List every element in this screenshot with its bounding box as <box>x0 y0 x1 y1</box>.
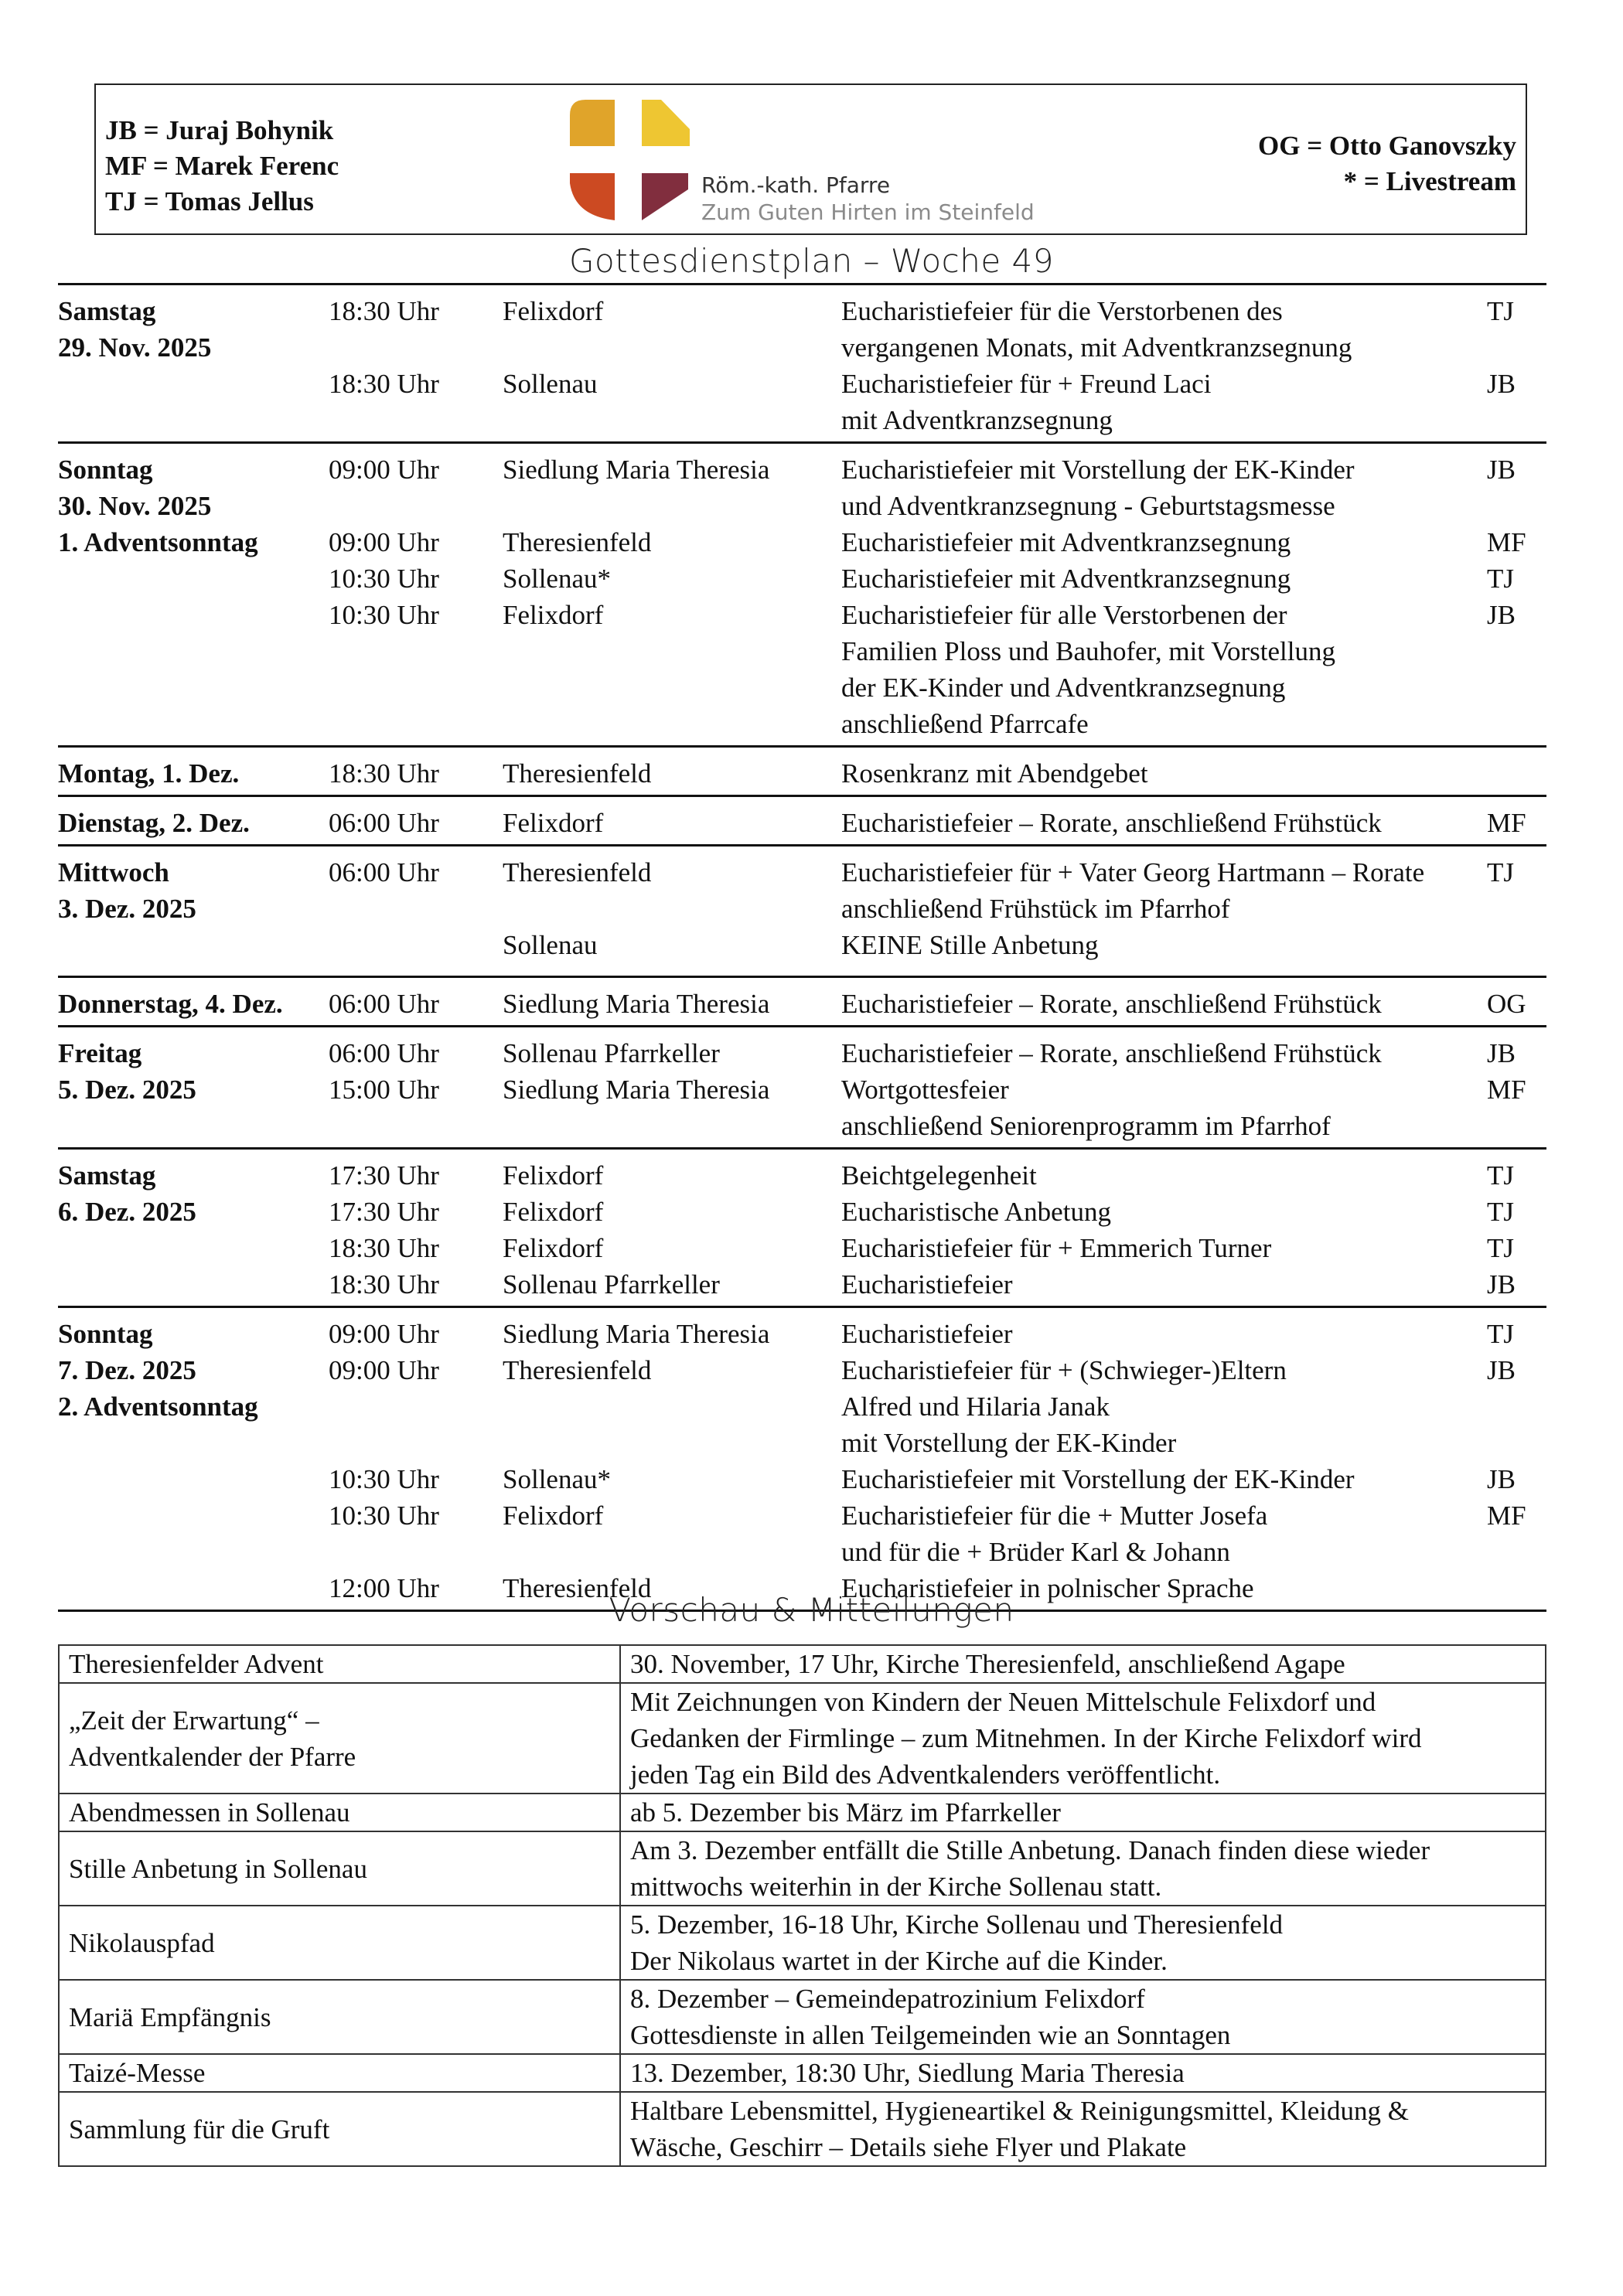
day-label-line: Freitag <box>58 1038 142 1068</box>
preview-text <box>620 1831 1546 1906</box>
day-label-line: Donnerstag, 4. Dez. <box>58 989 283 1019</box>
service-description <box>841 1194 1487 1230</box>
service-description <box>841 986 1487 1022</box>
preview-label <box>59 1683 620 1794</box>
service-entry <box>58 1035 1546 1071</box>
service-description <box>841 854 1487 927</box>
description-line: Eucharistiefeier <box>841 1269 1013 1300</box>
day-label <box>58 854 196 927</box>
preview-text-line: Der Nikolaus wartet in der Kirche auf die Kinder. <box>630 1946 1168 1976</box>
preview-table <box>58 1644 1546 2167</box>
service-entry <box>58 1497 1546 1570</box>
preview-label-line: Theresienfelder Advent <box>69 1649 324 1679</box>
logo-quadrant-top-right <box>642 100 690 146</box>
day-label-line: 6. Dez. 2025 <box>58 1197 196 1227</box>
preview-label <box>59 1645 620 1683</box>
service-priest: JB <box>1487 600 1516 630</box>
service-time: 17:30 Uhr <box>329 1160 439 1191</box>
service-location: Felixdorf <box>503 600 604 630</box>
day-block <box>58 441 1546 745</box>
day-label <box>58 755 239 792</box>
service-entry <box>58 560 1546 597</box>
day-label-line: 1. Adventsonntag <box>58 527 258 557</box>
service-entry <box>58 1071 1546 1144</box>
service-priest: JB <box>1487 455 1516 485</box>
service-priest: MF <box>1487 1501 1526 1531</box>
service-entry <box>58 524 1546 560</box>
service-time <box>329 927 503 963</box>
preview-text <box>620 1980 1546 2054</box>
service-location: Sollenau* <box>503 564 611 594</box>
service-time: 18:30 Uhr <box>329 369 439 399</box>
preview-row <box>59 2054 1546 2092</box>
preview-title: Vorschau & Mitteilungen <box>609 1591 1014 1629</box>
preview-text-line: ab 5. Dezember bis März im Pfarrkeller <box>630 1797 1061 1828</box>
service-priest: MF <box>1487 808 1526 838</box>
service-time: 09:00 Uhr <box>329 455 439 485</box>
service-entry <box>58 1352 1546 1461</box>
service-description <box>841 1461 1487 1497</box>
service-entry <box>58 805 1546 841</box>
service-description <box>841 1497 1487 1570</box>
service-time: 18:30 Uhr <box>329 758 439 789</box>
preview-row <box>59 1980 1546 2054</box>
description-line: Eucharistiefeier für + Freund Laci <box>841 369 1212 399</box>
service-location: Theresienfeld <box>503 1355 652 1385</box>
description-line: vergangenen Monats, mit Adventkranzsegnung <box>841 332 1352 363</box>
description-line: Familien Ploss und Bauhofer, mit Vorstellung <box>841 636 1335 666</box>
preview-label <box>59 1831 620 1906</box>
preview-label <box>59 1980 620 2054</box>
service-description <box>841 805 1487 841</box>
description-line: Eucharistiefeier – Rorate, anschließend Frühstück <box>841 808 1382 838</box>
service-description <box>841 1157 1487 1194</box>
service-entry <box>58 1266 1546 1303</box>
description-line: Eucharistiefeier für die + Mutter Josefa <box>841 1501 1268 1531</box>
description-line: Eucharistiefeier für + Emmerich Turner <box>841 1233 1272 1263</box>
day-label-line: Montag, 1. Dez. <box>58 758 240 789</box>
day-label-line: 30. Nov. 2025 <box>58 491 212 521</box>
description-line: Rosenkranz mit Abendgebet <box>841 758 1148 789</box>
service-location: Theresienfeld <box>503 758 652 789</box>
service-time: 06:00 Uhr <box>329 989 439 1019</box>
service-priest <box>1487 755 1541 792</box>
service-priest <box>1487 927 1541 963</box>
preview-row <box>59 1645 1546 1683</box>
day-label <box>58 1035 196 1108</box>
day-block <box>58 1306 1546 1612</box>
service-location: Theresienfeld <box>503 857 652 887</box>
preview-row <box>59 2092 1546 2166</box>
service-time: 12:00 Uhr <box>329 1573 439 1603</box>
service-entry <box>58 1461 1546 1497</box>
service-time: 06:00 Uhr <box>329 808 439 838</box>
description-line: mit Vorstellung der EK-Kinder <box>841 1428 1177 1458</box>
service-location: Theresienfeld <box>503 527 652 557</box>
service-location: Felixdorf <box>503 1501 604 1531</box>
service-time: 10:30 Uhr <box>329 600 439 630</box>
service-priest: TJ <box>1487 1197 1514 1227</box>
schedule-title: Gottesdienstplan – Woche 49 <box>568 242 1055 280</box>
service-priest: TJ <box>1487 296 1514 326</box>
service-description <box>841 1071 1487 1144</box>
logo-title: Röm.-kath. Pfarre <box>701 172 891 198</box>
service-time: 09:00 Uhr <box>329 527 439 557</box>
day-label-line: Samstag <box>58 1160 156 1191</box>
service-priest: TJ <box>1487 1233 1514 1263</box>
day-block <box>58 844 1546 976</box>
service-description <box>841 1035 1487 1071</box>
service-time: 10:30 Uhr <box>329 1501 439 1531</box>
service-time: 10:30 Uhr <box>329 564 439 594</box>
day-label <box>58 986 283 1022</box>
day-label-line: Sonntag <box>58 455 153 485</box>
description-line: Eucharistiefeier – Rorate, anschließend Frühstück <box>841 989 1382 1019</box>
service-description <box>841 1266 1487 1303</box>
preview-text <box>620 1906 1546 1980</box>
preview-text <box>620 2054 1546 2092</box>
description-line: Alfred und Hilaria Janak <box>841 1392 1110 1422</box>
preview-label <box>59 2054 620 2092</box>
service-location: Felixdorf <box>503 1233 604 1263</box>
description-line: Eucharistiefeier <box>841 1319 1013 1349</box>
preview-text-line: Gedanken der Firmlinge – zum Mitnehmen. In der Kirche Felixdorf wird <box>630 1723 1422 1753</box>
preview-text-line: Mit Zeichnungen von Kindern der Neuen Mittelschule Felixdorf und <box>630 1687 1376 1717</box>
service-location: Sollenau Pfarrkeller <box>503 1038 720 1068</box>
day-label <box>58 805 250 841</box>
preview-text-line: 13. Dezember, 18:30 Uhr, Siedlung Maria Theresia <box>630 2058 1185 2088</box>
description-line: anschließend Pfarrcafe <box>841 709 1089 739</box>
preview-label-line: „Zeit der Erwartung“ – <box>69 1705 319 1736</box>
priest-legend-left <box>105 113 339 220</box>
service-priest: JB <box>1487 1464 1516 1494</box>
day-label <box>58 293 211 366</box>
preview-label-line: Abendmessen in Sollenau <box>69 1797 350 1828</box>
service-description <box>841 524 1487 560</box>
legend-header <box>94 83 1527 235</box>
service-time: 06:00 Uhr <box>329 1038 439 1068</box>
preview-row <box>59 1683 1546 1794</box>
service-entry <box>58 366 1546 438</box>
description-line: anschließend Frühstück im Pfarrhof <box>841 894 1230 924</box>
day-block <box>58 745 1546 795</box>
preview-text <box>620 2092 1546 2166</box>
preview-text-line: Wäsche, Geschirr – Details siehe Flyer und Plakate <box>630 2132 1187 2162</box>
service-location: Sollenau <box>503 930 598 960</box>
description-line: mit Adventkranzsegnung <box>841 405 1113 435</box>
service-location: Siedlung Maria Theresia <box>503 455 770 485</box>
legend-entry: TJ = Tomas Jellus <box>105 186 314 216</box>
description-line: anschließend Seniorenprogramm im Pfarrhof <box>841 1111 1331 1141</box>
preview-label <box>59 1794 620 1831</box>
service-time: 06:00 Uhr <box>329 857 439 887</box>
service-description <box>841 927 1487 963</box>
service-location: Sollenau* <box>503 1464 611 1494</box>
day-block <box>58 283 1546 441</box>
legend-entry: MF = Marek Ferenc <box>105 151 339 181</box>
preview-label-line: Nikolauspfad <box>69 1927 215 1958</box>
description-line: und Adventkranzsegnung - Geburtstagsmesse <box>841 491 1335 521</box>
service-description <box>841 560 1487 597</box>
preview-text-line: 5. Dezember, 16-18 Uhr, Kirche Sollenau und Theresienfeld <box>630 1909 1284 1940</box>
day-label-line: 5. Dez. 2025 <box>58 1075 196 1105</box>
service-location: Felixdorf <box>503 1197 604 1227</box>
service-location: Sollenau <box>503 369 598 399</box>
preview-row <box>59 1794 1546 1831</box>
description-line: Eucharistiefeier mit Adventkranzsegnung <box>841 527 1291 557</box>
parish-logo <box>568 98 1035 226</box>
service-entry <box>58 597 1546 742</box>
day-label-line: Sonntag <box>58 1319 153 1349</box>
service-entry <box>58 927 1546 963</box>
service-entry <box>58 1230 1546 1266</box>
day-block <box>58 1147 1546 1306</box>
service-priest: TJ <box>1487 564 1514 594</box>
service-location: Siedlung Maria Theresia <box>503 1319 770 1349</box>
logo-quadrant-top-left <box>570 100 615 146</box>
description-line: Eucharistiefeier für die Verstorbenen des <box>841 296 1283 326</box>
description-line: Eucharistiefeier für alle Verstorbenen der <box>841 600 1287 630</box>
day-label-line: 29. Nov. 2025 <box>58 332 212 363</box>
description-line: Eucharistiefeier für + Vater Georg Hartmann – Rorate <box>841 857 1425 887</box>
day-label-line: 2. Adventsonntag <box>58 1392 258 1422</box>
day-label-line: Dienstag, 2. Dez. <box>58 808 250 838</box>
day-label <box>58 1157 196 1230</box>
service-location: Siedlung Maria Theresia <box>503 989 770 1019</box>
preview-label <box>59 2092 620 2166</box>
service-location: Felixdorf <box>503 1160 604 1191</box>
day-label-line: Samstag <box>58 296 156 326</box>
service-time: 18:30 Uhr <box>329 296 439 326</box>
service-description <box>841 755 1487 792</box>
preview-text-line: Gottesdienste in allen Teilgemeinden wie an Sonntagen <box>630 2020 1231 2050</box>
preview-label-line: Stille Anbetung in Sollenau <box>69 1853 367 1884</box>
service-time: 15:00 Uhr <box>329 1075 439 1105</box>
preview-text <box>620 1683 1546 1794</box>
service-time: 10:30 Uhr <box>329 1464 439 1494</box>
service-description <box>841 1230 1487 1266</box>
description-line: Eucharistiefeier mit Adventkranzsegnung <box>841 564 1291 594</box>
service-description <box>841 451 1487 524</box>
service-time: 18:30 Uhr <box>329 1233 439 1263</box>
service-entry <box>58 1316 1546 1352</box>
logo-quadrant-bottom-right <box>642 173 688 220</box>
description-line: Eucharistiefeier – Rorate, anschließend Frühstück <box>841 1038 1382 1068</box>
service-entry <box>58 451 1546 524</box>
legend-entry: JB = Juraj Bohynik <box>105 115 334 145</box>
preview-text-line: mittwochs weiterhin in der Kirche Sollenau statt. <box>630 1872 1162 1902</box>
preview-label-line: Sammlung für die Gruft <box>69 2114 330 2144</box>
cross-shield-icon <box>568 98 696 226</box>
preview-label-line: Taizé-Messe <box>69 2058 206 2088</box>
service-entry <box>58 293 1546 366</box>
day-label-line: 3. Dez. 2025 <box>58 894 196 924</box>
service-time: 17:30 Uhr <box>329 1197 439 1227</box>
description-line: Eucharistiefeier für + (Schwieger-)Eltern <box>841 1355 1287 1385</box>
preview-text-line: Am 3. Dezember entfällt die Stille Anbetung. Danach finden diese wieder <box>630 1835 1430 1865</box>
description-line: und für die + Brüder Karl & Johann <box>841 1537 1230 1567</box>
preview-text <box>620 1794 1546 1831</box>
preview-text <box>620 1645 1546 1683</box>
description-line: Wortgottesfeier <box>841 1075 1009 1105</box>
description-line: Beichtgelegenheit <box>841 1160 1037 1191</box>
service-location: Sollenau Pfarrkeller <box>503 1269 720 1300</box>
service-description <box>841 1352 1487 1461</box>
preview-text-line: 8. Dezember – Gemeindepatrozinium Felixdorf <box>630 1984 1145 2014</box>
day-block <box>58 976 1546 1025</box>
description-line: der EK-Kinder und Adventkranzsegnung <box>841 673 1286 703</box>
service-priest: TJ <box>1487 857 1514 887</box>
preview-label-line: Adventkalender der Pfarre <box>69 1741 356 1772</box>
service-description <box>841 597 1487 742</box>
legend-entry: * = Livestream <box>1343 166 1516 196</box>
service-entry <box>58 1194 1546 1230</box>
service-priest: TJ <box>1487 1160 1514 1191</box>
day-block <box>58 795 1546 844</box>
description-line: Eucharistiefeier in polnischer Sprache <box>841 1573 1254 1603</box>
service-location: Felixdorf <box>503 808 604 838</box>
preview-label <box>59 1906 620 1980</box>
legend-entry: OG = Otto Ganovszky <box>1258 131 1516 161</box>
description-line: KEINE Stille Anbetung <box>841 930 1099 960</box>
service-priest: MF <box>1487 527 1526 557</box>
service-description <box>841 366 1487 438</box>
service-location: Siedlung Maria Theresia <box>503 1075 770 1105</box>
service-priest: JB <box>1487 1269 1516 1300</box>
preview-row <box>59 1906 1546 1980</box>
service-priest: JB <box>1487 1038 1516 1068</box>
day-label <box>58 451 258 560</box>
service-priest: MF <box>1487 1075 1526 1105</box>
description-line: Eucharistiefeier mit Vorstellung der EK-Kinder <box>841 455 1355 485</box>
description-line: Eucharistiefeier mit Vorstellung der EK-Kinder <box>841 1464 1355 1494</box>
day-block <box>58 1025 1546 1147</box>
service-time: 09:00 Uhr <box>329 1355 439 1385</box>
service-description <box>841 1316 1487 1352</box>
service-entry <box>58 755 1546 792</box>
logo-subtitle: Zum Guten Hirten im Steinfeld <box>701 199 1035 225</box>
service-entry <box>58 854 1546 927</box>
service-description <box>841 293 1487 366</box>
service-time: 18:30 Uhr <box>329 1269 439 1300</box>
preview-text-line: 30. November, 17 Uhr, Kirche Theresienfeld, anschließend Agape <box>630 1649 1345 1679</box>
service-time: 09:00 Uhr <box>329 1319 439 1349</box>
service-priest: JB <box>1487 369 1516 399</box>
logo-quadrant-bottom-left <box>570 173 615 220</box>
service-priest: JB <box>1487 1355 1516 1385</box>
day-label-line: Mittwoch <box>58 857 169 887</box>
service-location: Theresienfeld <box>503 1573 652 1603</box>
service-location: Felixdorf <box>503 296 604 326</box>
preview-text-line: Haltbare Lebensmittel, Hygieneartikel & Reinigungsmittel, Kleidung & <box>630 2096 1409 2126</box>
day-label <box>58 1316 258 1425</box>
day-label-line: 7. Dez. 2025 <box>58 1355 196 1385</box>
service-priest: TJ <box>1487 1319 1514 1349</box>
preview-label-line: Mariä Empfängnis <box>69 2001 271 2032</box>
preview-text-line: jeden Tag ein Bild des Adventkalenders veröffentlicht. <box>630 1759 1221 1790</box>
preview-row <box>59 1831 1546 1906</box>
service-schedule <box>58 283 1546 1612</box>
service-priest: OG <box>1487 989 1526 1019</box>
spacer <box>58 963 1546 973</box>
service-entry <box>58 1157 1546 1194</box>
description-line: Eucharistische Anbetung <box>841 1197 1111 1227</box>
priest-legend-right <box>1258 128 1516 199</box>
